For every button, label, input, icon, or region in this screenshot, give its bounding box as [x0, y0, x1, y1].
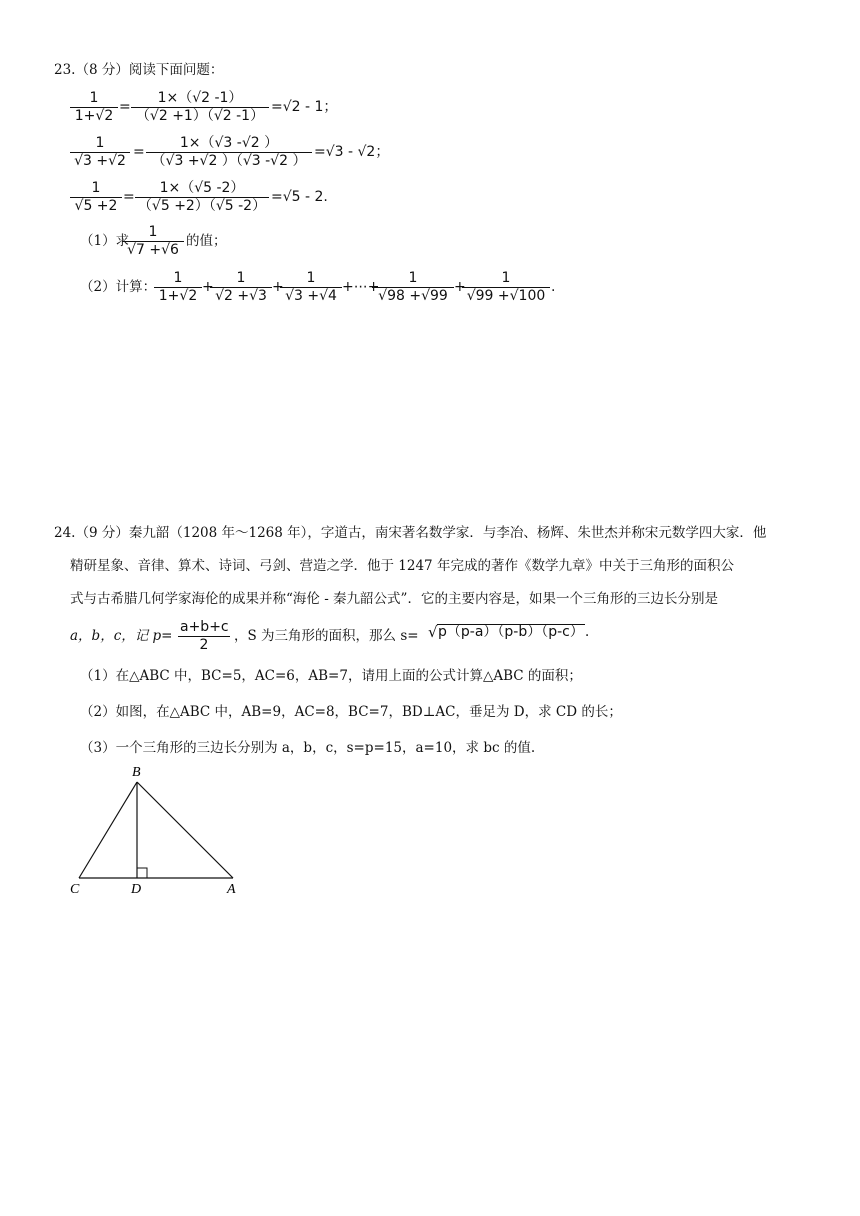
- fraction-denominator: 2: [178, 636, 230, 654]
- fraction-denominator: √3 +√4: [280, 287, 342, 305]
- q24-subquestion-1: （1）在△ABC 中，BC=5，AC=6，AB=7，请用上面的公式计算△ABC 的面积；: [80, 668, 582, 684]
- fraction-denominator: √2 +√3: [210, 287, 272, 305]
- equals-sign: =: [123, 189, 135, 205]
- fraction-numerator: 1: [306, 270, 316, 286]
- fraction-numerator: 1×（√3 -√2 ）: [179, 135, 279, 151]
- q23-part1-fraction: [122, 224, 184, 259]
- radicand: p（p-a）（p-b）（p-c）: [438, 624, 584, 640]
- point-label-d: D: [131, 882, 142, 897]
- fraction-denominator: √5 +2: [70, 197, 122, 215]
- vertex-label-a: A: [227, 882, 236, 897]
- equals-sign: =: [133, 144, 145, 160]
- fraction-denominator: √3 +√2: [70, 152, 130, 170]
- fraction-numerator: 1: [501, 270, 511, 286]
- q23-part2-term-1: [154, 270, 202, 305]
- q23-part2-prefix: （2）计算：: [80, 279, 157, 295]
- fraction-numerator: 1: [173, 270, 183, 286]
- fraction-numerator: 1: [408, 270, 418, 286]
- q24-line-3: 式与古希腊几何学家海伦的成果并称“海伦 - 秦九韶公式”．它的主要内容是，如果一个三角形的三边长分别是: [70, 591, 718, 607]
- fraction-denominator: （√5 +2）（√5 -2）: [135, 197, 269, 215]
- fraction-numerator: 1×（√5 -2）: [159, 180, 245, 196]
- fraction-numerator: 1: [91, 180, 101, 196]
- period: .: [584, 624, 590, 640]
- plus-sign: +: [454, 279, 466, 295]
- q23-part2-term-98: [372, 270, 454, 305]
- q24-p-definition: a，b，c，记 p=: [70, 628, 173, 644]
- q23-part2-term-2: [210, 270, 272, 305]
- fraction-denominator: 1+√2: [154, 287, 202, 305]
- q24-heron-formula: [428, 624, 589, 640]
- fraction-numerator: 1: [95, 135, 105, 151]
- q24-subquestion-3: （3）一个三角形的三边长分别为 a，b，c，s=p=15，a=10，求 bc 的值.: [80, 740, 536, 756]
- q23-ex1-mid-fraction: [131, 90, 269, 125]
- plus-ellipsis-plus: +⋯+: [342, 279, 380, 295]
- vertex-label-b: B: [132, 765, 141, 780]
- q23-ex3-result: =√5 - 2.: [271, 189, 328, 205]
- fraction-numerator: 1: [148, 224, 158, 240]
- q23-ex2-mid-fraction: [146, 135, 312, 170]
- triangle-figure: [60, 762, 260, 897]
- fraction-denominator: √99 +√100: [462, 287, 550, 305]
- q23-part2-term-3: [280, 270, 342, 305]
- plus-sign: +: [202, 279, 214, 295]
- q24-line-2: 精研星象、音律、算术、诗词、弓剑、营造之学．他于 1247 年完成的著作《数学九章》中关于三角形的面积公: [70, 558, 734, 574]
- fraction-denominator: 1+√2: [70, 107, 118, 125]
- q23-ex3-lhs-fraction: [70, 180, 122, 215]
- q23-part2-term-99: [462, 270, 550, 305]
- q23-ex3-mid-fraction: [135, 180, 269, 215]
- q23-part1-suffix: 的值；: [186, 233, 227, 249]
- fraction-denominator: （√3 +√2 ）（√3 -√2 ）: [146, 152, 312, 170]
- equals-sign: =: [119, 99, 131, 115]
- side-bc: [79, 782, 137, 878]
- period: .: [551, 279, 556, 295]
- fraction-numerator: 1: [89, 90, 99, 106]
- fraction-numerator: 1×（√2 -1）: [157, 90, 243, 106]
- q24-p-fraction: [178, 619, 230, 654]
- q23-ex1-result: =√2 - 1；: [271, 99, 338, 115]
- q24-line-4-start: [70, 628, 173, 644]
- side-ba: [137, 782, 233, 878]
- fraction-numerator: 1: [236, 270, 246, 286]
- right-angle-mark: [137, 868, 147, 878]
- q24-subquestion-2: （2）如图，在△ABC 中，AB=9，AC=8，BC=7，BD⊥AC，垂足为 D，求 CD 的长；: [80, 704, 622, 720]
- sqrt-symbol: [428, 624, 585, 640]
- q23-header: 23.（8 分）阅读下面问题：: [54, 62, 224, 78]
- q24-line-1: 24.（9 分）秦九韶（1208 年～1268 年），字道古，南宋著名数学家．与李冶、杨辉、朱世杰并称宋元数学四大家．他: [54, 525, 767, 541]
- fraction-numerator: a+b+c: [180, 619, 229, 635]
- vertex-label-c: C: [70, 882, 80, 897]
- plus-sign: +: [272, 279, 284, 295]
- q23-ex2-result: =√3 - √2；: [314, 144, 390, 160]
- q24-line-4-middle: ，S 为三角形的面积，那么 s=: [234, 628, 419, 644]
- fraction-denominator: （√2 +1）（√2 -1）: [131, 107, 269, 125]
- q23-ex2-lhs-fraction: [70, 135, 130, 170]
- q23-part1-prefix: （1）求: [80, 233, 130, 249]
- fraction-denominator: √7 +√6: [122, 241, 184, 259]
- fraction-denominator: √98 +√99: [372, 287, 454, 305]
- q23-ex1-lhs-fraction: [70, 90, 118, 125]
